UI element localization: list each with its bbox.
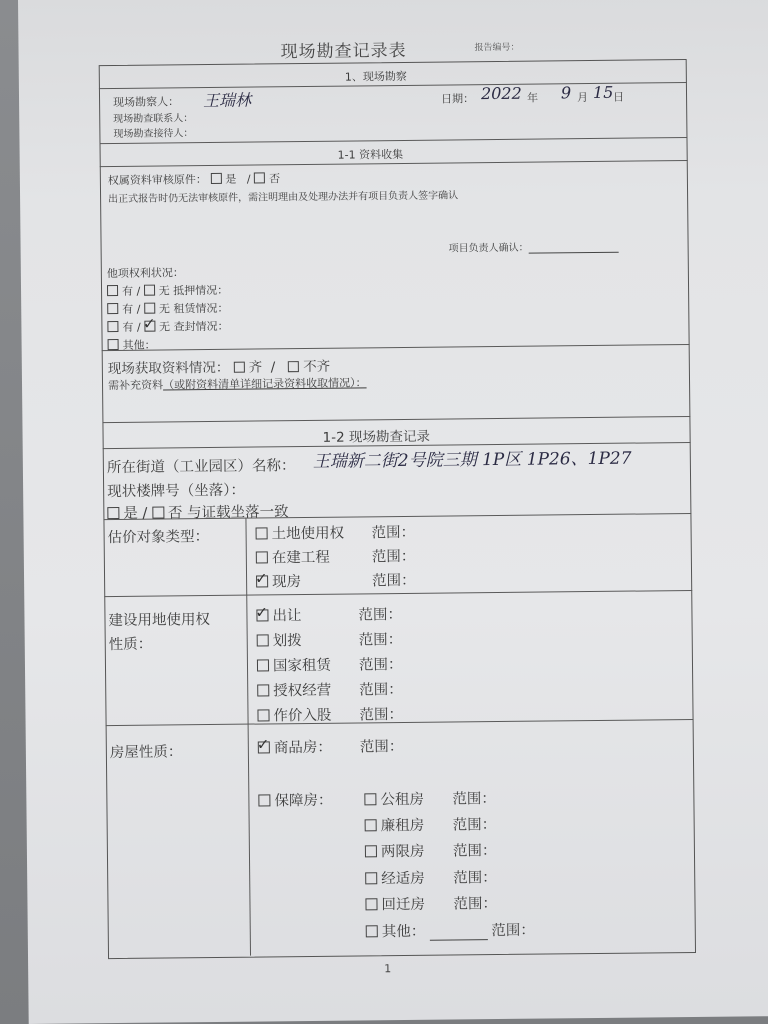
checkbox-complete[interactable]	[234, 362, 245, 373]
checkbox-land[interactable]	[256, 527, 268, 539]
checkbox-low-rent[interactable]	[365, 819, 377, 831]
scope-label: 范围：	[358, 607, 403, 624]
scope-label: 范围：	[358, 657, 403, 674]
affordable-economical: 经适房	[365, 867, 425, 889]
paper-sheet	[18, 0, 768, 1024]
checkbox-others[interactable]	[108, 339, 119, 350]
checkbox-has[interactable]	[107, 303, 118, 314]
checkbox-yes[interactable]	[210, 173, 221, 184]
object-type-construction: 在建工程	[256, 546, 330, 568]
scope-label: 范围：	[358, 632, 403, 649]
onsite-row: 现场获取资料情况： 齐 / 不齐	[107, 358, 331, 378]
section-heading: 1、现场勘察	[344, 69, 407, 84]
checkbox-no[interactable]	[254, 172, 265, 183]
checkbox-none-checked[interactable]	[143, 314, 156, 333]
checkbox-price-limited[interactable]	[365, 845, 377, 857]
object-type-label: 估价对象类型：	[107, 529, 210, 547]
checkmark-icon: ✓	[255, 603, 269, 622]
others-row: 其他：	[108, 337, 156, 354]
scope-label: 范围：	[453, 896, 498, 913]
land-use-label-2: 性质：	[108, 636, 153, 654]
ownership-row: 权属资料审核原件： 是 / 否	[107, 172, 281, 188]
house-affordable: 保障房：	[258, 789, 332, 811]
supplement-row: 需补充资料（或附资料清单详细记录资料收取情况）：	[107, 376, 367, 393]
plate-label: 现状楼牌号（坐落）：	[107, 482, 245, 501]
pm-signature-line[interactable]	[529, 242, 619, 254]
checkbox-no[interactable]	[152, 506, 164, 518]
scope-label: 范围：	[359, 739, 404, 756]
house-commodity: ✓ 商品房：	[256, 735, 332, 757]
other-rights-label: 他项权利状况：	[106, 266, 184, 281]
checkbox-grant-checked[interactable]	[255, 603, 269, 622]
date-year: 2022	[480, 83, 522, 104]
lease-row: 有 / 无 租赁情况：	[107, 300, 228, 317]
street-value: 王瑞新二街2号院三期 1P区 1P26、1P27	[312, 448, 632, 472]
checkbox-none[interactable]	[144, 303, 155, 314]
affordable-low-rent: 廉租房	[365, 814, 425, 836]
checkbox-construction[interactable]	[256, 551, 268, 563]
object-type-existing: ✓ 现房	[254, 569, 302, 591]
checkbox-allocation[interactable]	[257, 634, 269, 646]
checkbox-economical[interactable]	[365, 872, 377, 884]
affordable-public-rental: 公租房	[364, 788, 424, 810]
checkmark-icon: ✓	[254, 569, 268, 588]
contact-label: 现场勘查联系人：	[113, 113, 194, 126]
checkmark-icon: ✓	[143, 314, 156, 333]
checkbox-none[interactable]	[144, 285, 155, 296]
month-unit: 月	[576, 91, 589, 105]
seizure-row: 有 / ✓ 无 查封情况：	[107, 318, 228, 335]
ownership-note: 出正式报告时仍无法审核原件，需注明理由及处理办法并有项目负责人签字确认	[108, 190, 459, 206]
checkbox-has[interactable]	[107, 285, 118, 296]
land-use-grant: ✓ 出让	[255, 603, 302, 625]
scope-label: 范围：	[453, 870, 497, 887]
scope-label: 范围：	[359, 707, 404, 724]
pm-confirm-row: 项目负责人确认：	[449, 238, 619, 255]
scope-label: 范围：	[452, 817, 497, 834]
land-use-allocation: 划拨	[257, 629, 302, 650]
scope-label: 范围：	[372, 572, 416, 590]
land-use-label: 建设用地使用权	[108, 612, 211, 630]
consistency-row: 是 / 否 与证载坐落一致	[107, 500, 288, 523]
checkbox-existing-checked[interactable]	[254, 569, 268, 588]
report-number-label: 报告编号：	[474, 42, 520, 54]
date-month: 9	[560, 83, 572, 103]
checkmark-icon: ✓	[256, 735, 270, 754]
inspector-label: 现场勘察人：	[113, 95, 180, 110]
checkbox-authorized[interactable]	[257, 684, 269, 696]
year-unit: 年	[526, 91, 539, 105]
checkbox-public-rental[interactable]	[364, 793, 376, 805]
checkbox-other[interactable]	[366, 925, 378, 937]
day-unit: 日	[612, 90, 625, 104]
scope-label: 范围：	[371, 524, 416, 542]
checkbox-state-lease[interactable]	[257, 659, 269, 671]
section-heading: 1-2 现场勘查记录	[322, 428, 431, 446]
checkbox-yes[interactable]	[107, 507, 119, 519]
checkbox-equity[interactable]	[257, 709, 269, 721]
object-type-land: 土地使用权	[255, 522, 344, 544]
house-nature-label: 房屋性质：	[109, 744, 183, 762]
affordable-other: 其他： 范围：	[366, 919, 535, 942]
land-use-authorized: 授权经营	[257, 679, 331, 701]
checkbox-commodity-checked[interactable]	[256, 735, 270, 754]
mortgage-row: 有 / 无 抵押情况：	[107, 282, 228, 299]
section-heading: 1-1 资料收集	[337, 147, 404, 162]
land-use-lease: 国家租赁	[257, 654, 331, 676]
scope-label: 范围：	[359, 682, 403, 699]
page-number: 1	[384, 962, 392, 976]
receiver-label: 现场勘查接待人：	[113, 128, 194, 141]
checkbox-has[interactable]	[107, 321, 118, 332]
scope-label: 范围：	[371, 548, 416, 566]
date-label: 日期：	[440, 92, 475, 106]
scope-label: 范围：	[452, 791, 496, 808]
street-label: 所在街道（工业园区）名称：	[106, 458, 296, 477]
other-fill-line[interactable]	[429, 927, 487, 941]
document-title: 现场勘查记录表	[280, 40, 407, 63]
affordable-price-limited: 两限房	[365, 840, 425, 862]
date-day: 15	[592, 82, 614, 102]
scope-label: 范围：	[452, 843, 497, 860]
land-use-equity: 作价入股	[257, 704, 331, 726]
checkbox-incomplete[interactable]	[288, 361, 299, 372]
checkbox-affordable[interactable]	[258, 794, 270, 806]
affordable-relocation: 回迁房	[365, 893, 425, 915]
checkbox-relocation[interactable]	[365, 898, 377, 910]
inspector-signature: 王瑞林	[202, 90, 252, 111]
